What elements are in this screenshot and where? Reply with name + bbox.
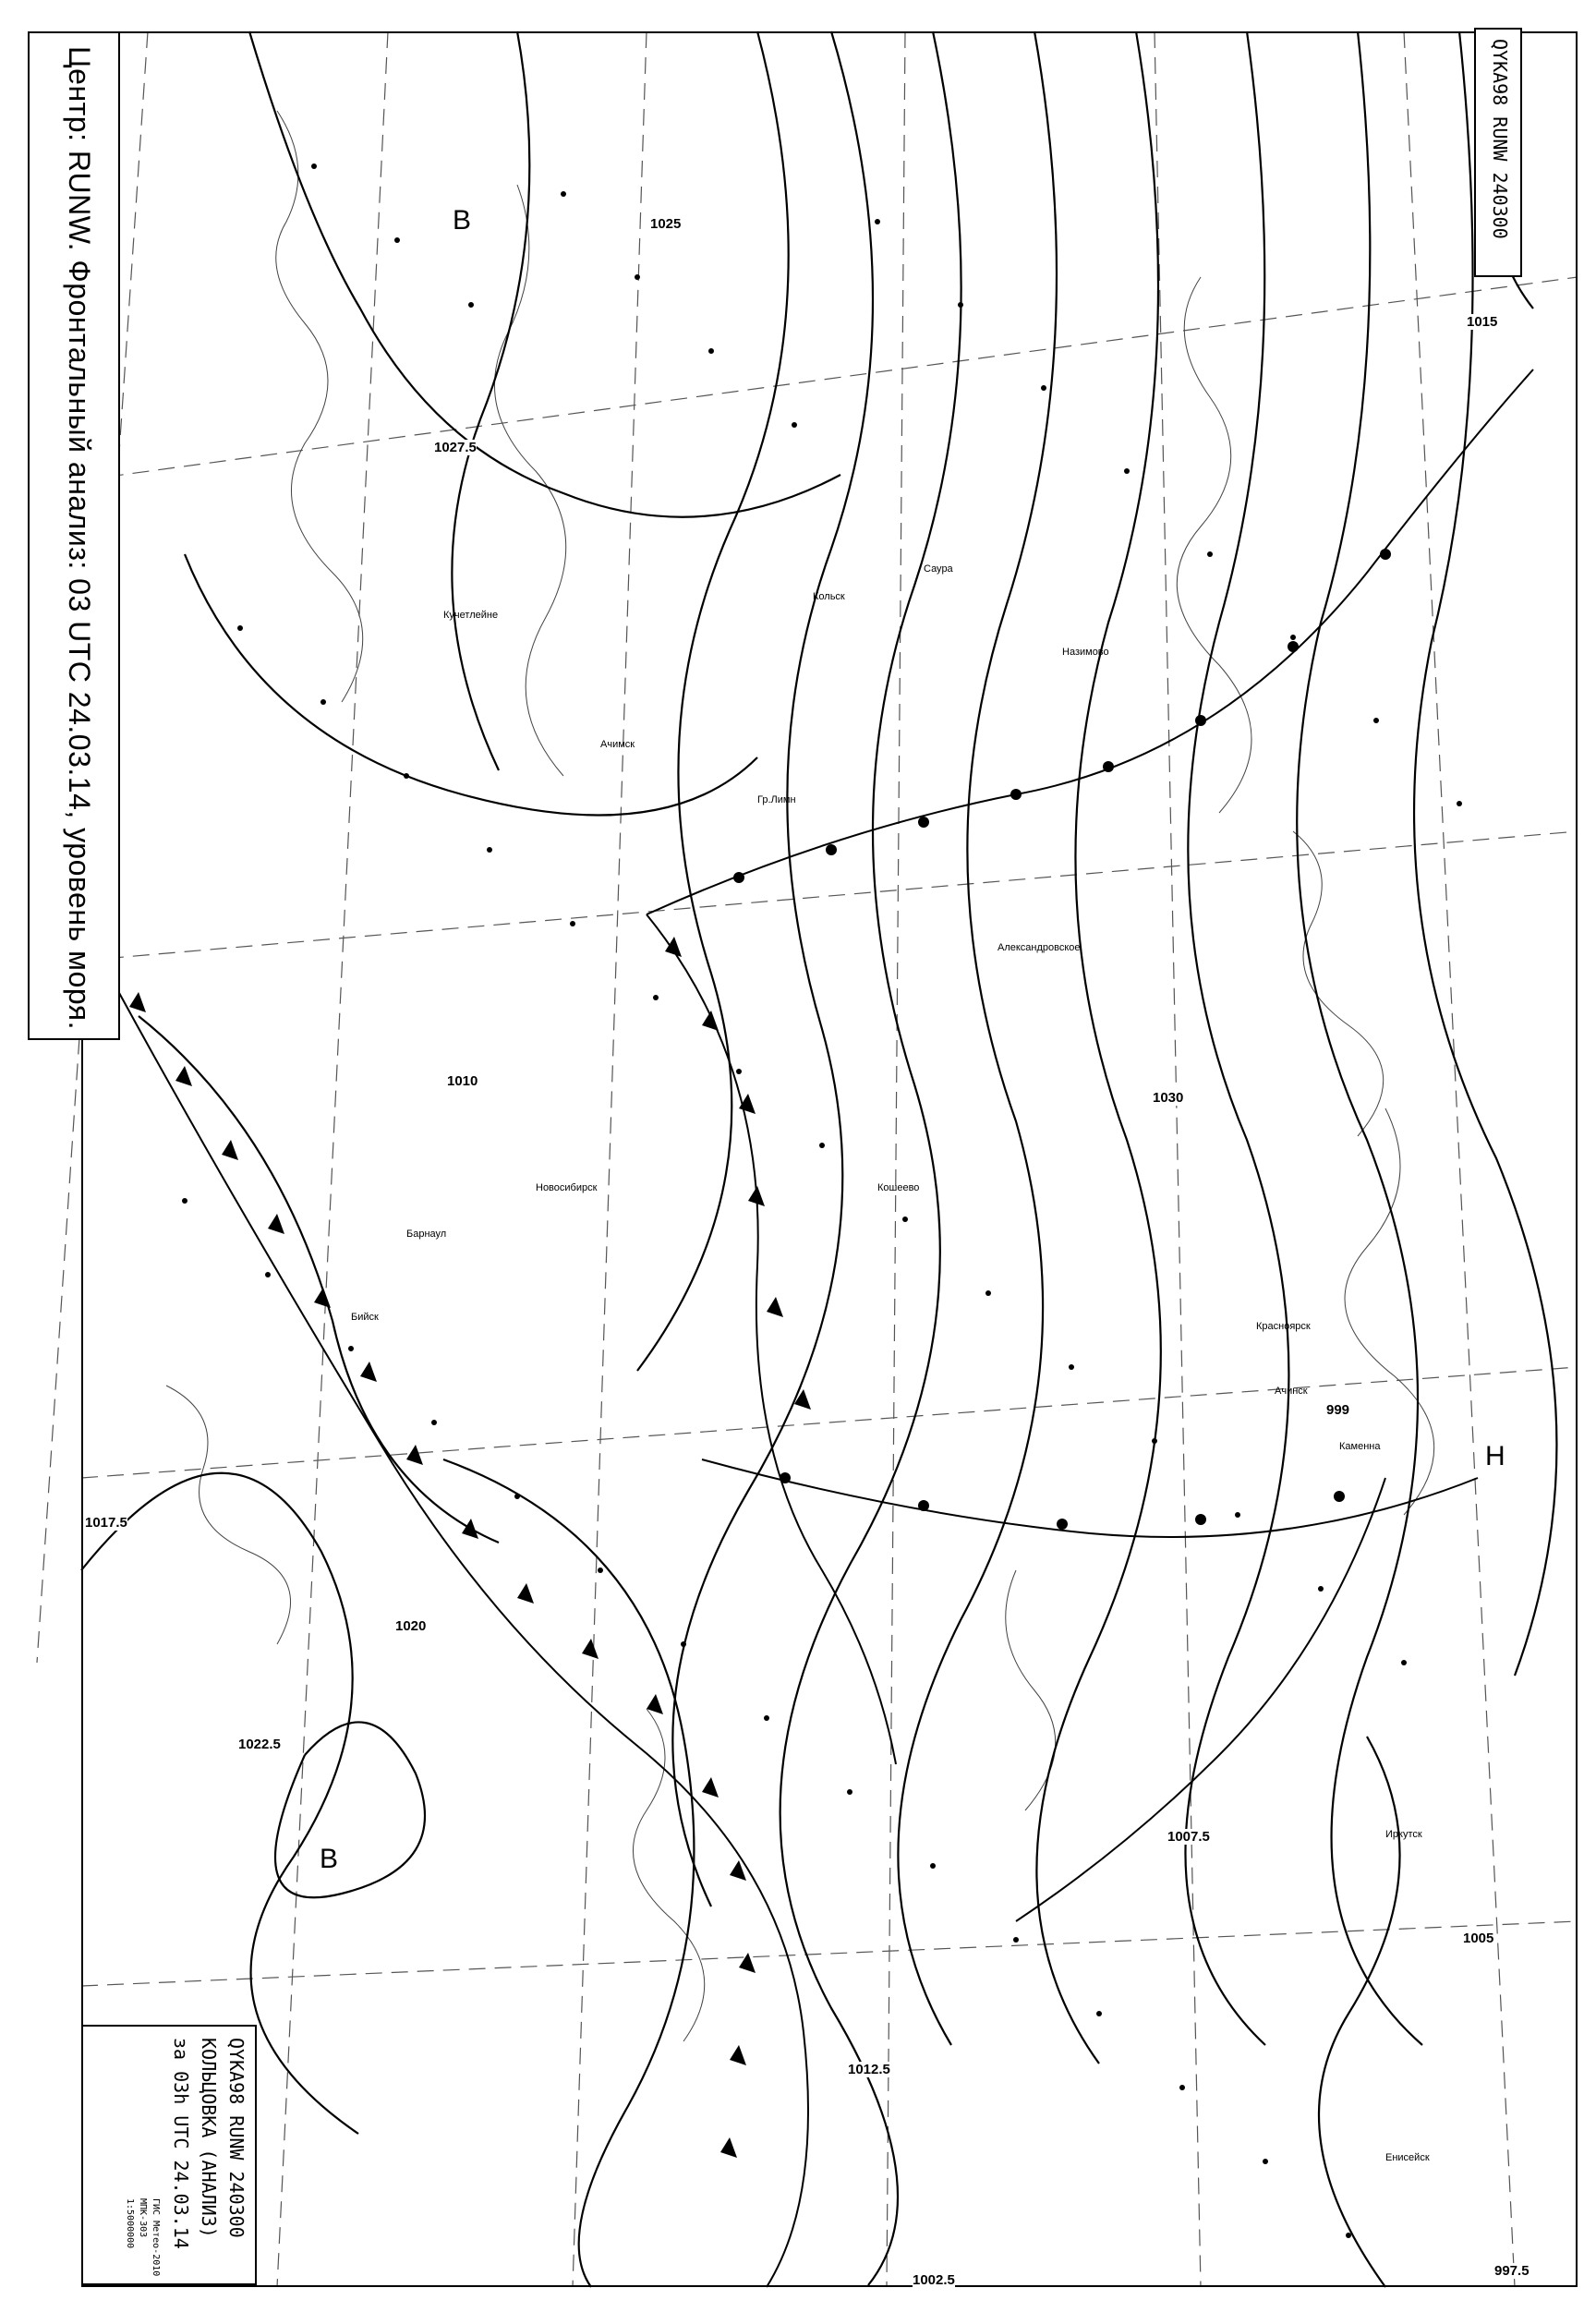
place-name: Каменна bbox=[1339, 1441, 1381, 1452]
place-name: Кучетлейне bbox=[443, 610, 499, 621]
place-name: Иркутск bbox=[1385, 1829, 1422, 1840]
header-code: QYKA98 RUNW 240300 bbox=[1489, 39, 1511, 239]
pressure-center-high: В bbox=[453, 205, 472, 236]
pressure-center-low: Н bbox=[1485, 1441, 1505, 1471]
place-name: Кошеево bbox=[877, 1182, 920, 1193]
place-name: Ачинск bbox=[1275, 1386, 1308, 1397]
info-line-6: 1:5000000 bbox=[125, 2198, 135, 2249]
place-name: Александровское bbox=[998, 942, 1081, 953]
isobar-label: 1015 bbox=[1467, 314, 1498, 330]
info-line-4: ГИС Метео-2010 bbox=[151, 2198, 161, 2277]
isobar-label: 1012.5 bbox=[848, 2062, 890, 2077]
isobar-label: 1005 bbox=[1463, 1931, 1494, 1946]
place-name: Енисейск bbox=[1385, 2152, 1430, 2163]
isobar-label: 999 bbox=[1326, 1402, 1350, 1418]
isobar-label: 1017.5 bbox=[85, 1515, 127, 1531]
info-line-5: МПК-303 bbox=[138, 2198, 148, 2238]
place-name: Ачимск bbox=[600, 739, 635, 750]
place-name: Красноярск bbox=[1256, 1321, 1311, 1332]
isobar-label: 1022.5 bbox=[238, 1737, 281, 1752]
info-line-3: за 03h UTC 24.03.14 bbox=[170, 2038, 192, 2249]
place-name: Назимово bbox=[1062, 647, 1109, 658]
isobar-label: 1030 bbox=[1153, 1090, 1184, 1106]
isobar-label: 1007.5 bbox=[1167, 1829, 1210, 1845]
place-name: Барнаул bbox=[406, 1229, 447, 1240]
isobar-label: 1027.5 bbox=[434, 440, 477, 455]
place-name: Саура bbox=[924, 563, 953, 575]
info-line-1: QYKA98 RUNW 240300 bbox=[225, 2038, 248, 2238]
map-frame bbox=[81, 31, 1578, 2287]
isobar-label: 1002.5 bbox=[913, 2272, 955, 2288]
pressure-center-high: В bbox=[320, 1844, 339, 1874]
place-name: Новосибирск bbox=[536, 1182, 598, 1193]
info-line-2: КОЛЬЦОВКА (АНАЛИЗ) bbox=[198, 2038, 220, 2238]
place-name: Кольск bbox=[813, 591, 845, 602]
isobar-label: 1020 bbox=[395, 1618, 427, 1634]
isobar-label: 1025 bbox=[650, 216, 682, 232]
place-name: Бийск bbox=[351, 1312, 379, 1323]
isobar-label: 997.5 bbox=[1494, 2263, 1530, 2279]
map-title: Центр: RUNW. Фронтальный анализ: 03 UTC 24.03.14, уровень моря. bbox=[63, 46, 96, 1030]
isobar-label: 1010 bbox=[447, 1073, 478, 1089]
place-name: Гр.Лимн bbox=[757, 794, 796, 805]
